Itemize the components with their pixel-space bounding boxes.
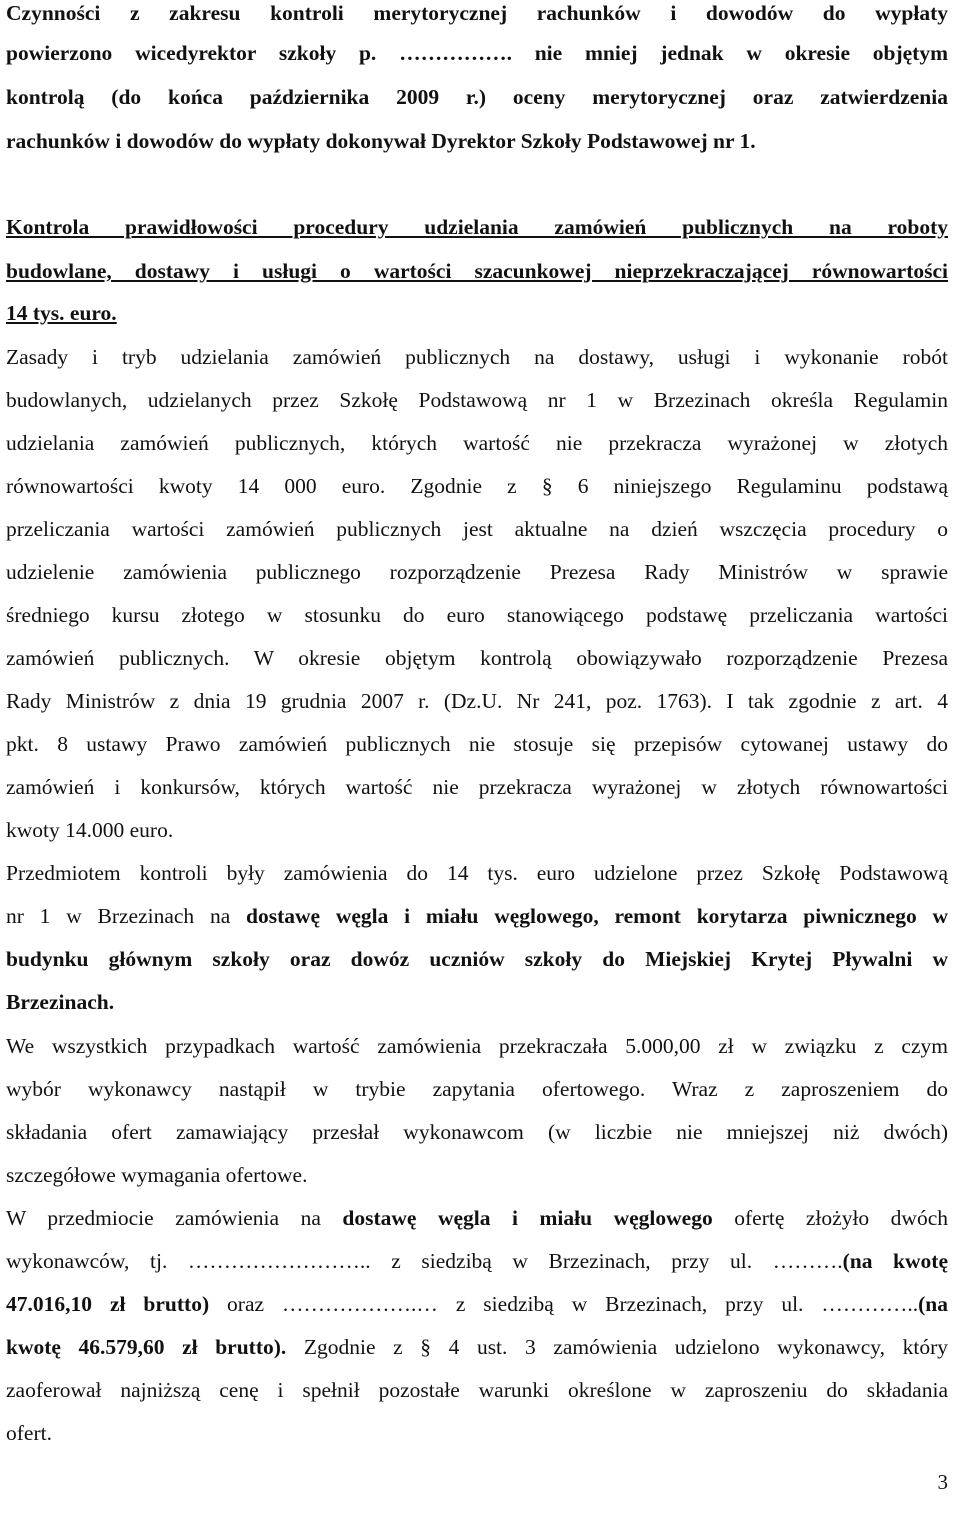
text-span: nr 1 w Brzezinach na	[6, 904, 247, 928]
text-line: udzielania zamówień publicznych, których wartość nie przekracza wyrażonej w złotych	[6, 431, 948, 455]
text-line: Czynności z zakresu kontroli merytorycznej rachunków i dowodów do wypłaty	[6, 1, 948, 25]
text-span: ofertę złożyło dwóch	[712, 1206, 948, 1230]
bold-span: (na kwotę	[842, 1249, 948, 1273]
heading-line: 14 tys. euro.	[6, 301, 117, 325]
text-line	[6, 903, 948, 929]
text-line: zamówień publicznych. W okresie objętym kontrolą obowiązywało rozporządzenie Prezesa	[6, 646, 948, 670]
text-line	[6, 1291, 948, 1317]
text-line: przeliczania wartości zamówień publicznych jest aktualne na dzień wszczęcia procedury o	[6, 517, 948, 541]
text-span: wykonawców, tj. …………………….. z siedzibą w Brzezinach, przy ul. ……….	[6, 1249, 843, 1273]
text-line: zamówień i konkursów, których wartość nie przekracza wyrażonej w złotych równowartości	[6, 775, 948, 799]
text-line: równowartości kwoty 14 000 euro. Zgodnie z § 6 niniejszego Regulaminu podstawą	[6, 474, 948, 498]
bold-span: kwotę 46.579,60 zł brutto).	[6, 1335, 287, 1359]
text-span: oraz ……………….… z siedzibą w Brzezinach, przy ul. …………..	[209, 1292, 919, 1316]
text-line: szczegółowe wymagania ofertowe.	[6, 1163, 308, 1187]
text-line: kontrolą (do końca października 2009 r.) oceny merytorycznej oraz zatwierdzenia	[6, 85, 948, 109]
text-line: Brzezinach.	[6, 990, 115, 1014]
text-line: zaoferował najniższą cenę i spełnił pozostałe warunki określone w zaproszeniu do składania	[6, 1378, 948, 1402]
bold-span: (na	[918, 1292, 949, 1316]
text-line	[6, 1248, 948, 1274]
text-line: budynku głównym szkoły oraz dowóz uczniów szkoły do Miejskiej Krytej Pływalni w	[6, 947, 948, 971]
bold-span: 47.016,10 zł brutto)	[6, 1292, 210, 1316]
text-span: Zgodnie z § 4 ust. 3 zamówienia udzielono wykonawcy, który	[286, 1335, 949, 1359]
text-line: kwoty 14.000 euro.	[6, 818, 174, 842]
bold-span: dostawę węgla i miału węglowego, remont korytarza piwnicznego w	[246, 904, 948, 928]
text-line	[6, 1334, 948, 1360]
text-line: Zasady i tryb udzielania zamówień publicznych na dostawy, usługi i wykonanie robót	[6, 345, 948, 369]
text-span: W przedmiocie zamówienia na	[6, 1206, 343, 1230]
text-line: Przedmiotem kontroli były zamówienia do 14 tys. euro udzielone przez Szkołę Podstawową	[6, 861, 948, 885]
text-line: We wszystkich przypadkach wartość zamówienia przekraczała 5.000,00 zł w związku z czym	[6, 1034, 948, 1058]
text-line: Rady Ministrów z dnia 19 grudnia 2007 r. (Dz.U. Nr 241, poz. 1763). I tak zgodnie z art. 4	[6, 689, 948, 713]
text-line: udzielenie zamówienia publicznego rozporządzenie Prezesa Rady Ministrów w sprawie	[6, 560, 948, 584]
text-line: ofert.	[6, 1421, 52, 1445]
text-line	[6, 1205, 948, 1231]
heading-line: budowlane, dostawy i usługi o wartości szacunkowej nieprzekraczającej równowartości	[6, 259, 948, 283]
text-line: powierzono wicedyrektor szkoły p. ……………. nie mniej jednak w okresie objętym	[6, 41, 948, 65]
bold-span: dostawę węgla i miału węglowego	[342, 1206, 713, 1230]
text-line: pkt. 8 ustawy Prawo zamówień publicznych nie stosuje się przepisów cytowanej ustawy do	[6, 732, 948, 756]
page-number: 3	[937, 1470, 948, 1494]
heading-line: Kontrola prawidłowości procedury udzielania zamówień publicznych na roboty	[6, 215, 948, 239]
text-line: budowlanych, udzielanych przez Szkołę Podstawową nr 1 w Brzezinach określa Regulamin	[6, 388, 948, 412]
text-line: składania ofert zamawiający przesłał wykonawcom (w liczbie nie mniejszej niż dwóch)	[6, 1120, 948, 1144]
text-line: średniego kursu złotego w stosunku do euro stanowiącego podstawę przeliczania wartości	[6, 603, 948, 627]
text-line: rachunków i dowodów do wypłaty dokonywał Dyrektor Szkoły Podstawowej nr 1.	[6, 129, 756, 153]
text-line: wybór wykonawcy nastąpił w trybie zapytania ofertowego. Wraz z zaproszeniem do	[6, 1077, 948, 1101]
